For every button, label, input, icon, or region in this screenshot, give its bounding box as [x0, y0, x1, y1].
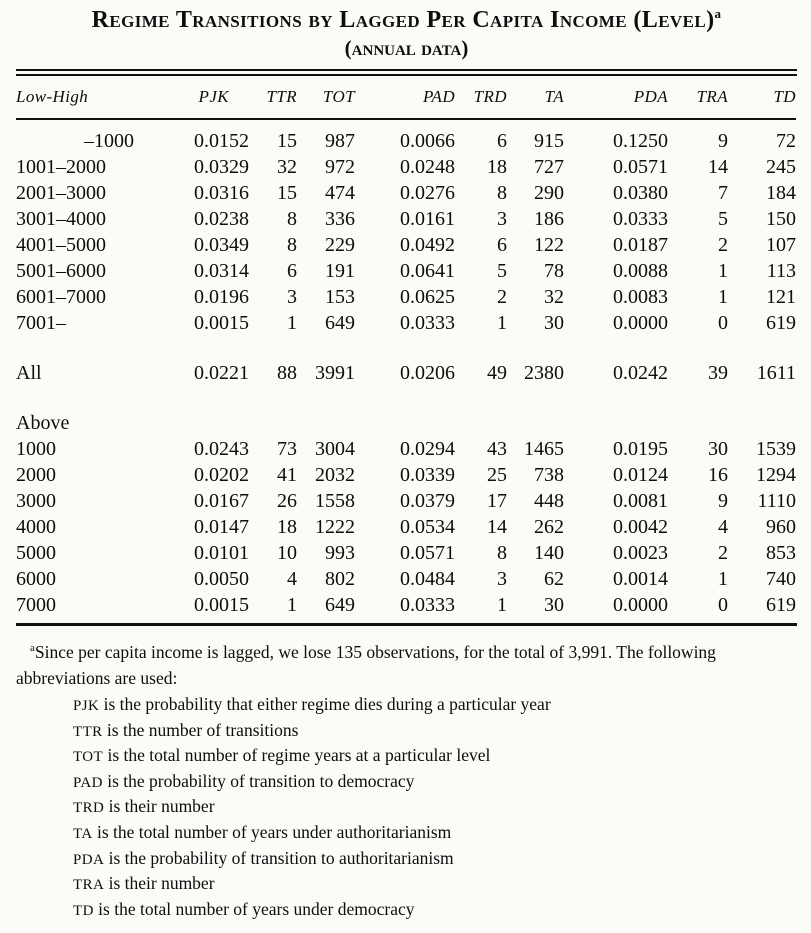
- table-row: [16, 540, 796, 566]
- row-label: 6001–7000: [16, 286, 106, 308]
- column-header-ta: TA: [507, 76, 564, 119]
- column-header-pjk: PJK: [134, 76, 249, 119]
- table-cell: 5: [497, 260, 507, 282]
- table-cell: 14: [708, 156, 728, 178]
- row-label: 4001–5000: [16, 234, 106, 256]
- row-label: 1000: [16, 438, 56, 460]
- table-cell: 16: [708, 464, 728, 486]
- table-cell: 14: [487, 516, 507, 538]
- table-cell: 2: [718, 234, 728, 256]
- table-row: [16, 462, 796, 488]
- table-cell: 0.0015: [194, 312, 249, 334]
- table-cell: 0.0000: [613, 312, 668, 334]
- table-cell: 0.0195: [613, 438, 668, 460]
- table-cell: 150: [766, 208, 796, 230]
- table-cell: 3: [497, 568, 507, 590]
- column-header-ttr: TTR: [249, 76, 297, 119]
- row-label: All: [16, 362, 42, 384]
- table-cell: 0.0088: [613, 260, 668, 282]
- abbreviation-definition: PAD is the probability of transition to democracy: [73, 770, 415, 791]
- table-cell: 5: [718, 208, 728, 230]
- table-cell: 0.0187: [613, 234, 668, 256]
- table-cell: 0.0380: [613, 182, 668, 204]
- table-cell: 0.0023: [613, 542, 668, 564]
- table-cell: 0.0147: [194, 516, 249, 538]
- table-row: [16, 592, 796, 618]
- table-cell: 1: [497, 594, 507, 616]
- table-cell: 8: [287, 234, 297, 256]
- table-cell: 0.0167: [194, 490, 249, 512]
- table-row: [16, 154, 796, 180]
- table-cell: 1611: [756, 362, 796, 384]
- table-cell: 49: [487, 362, 507, 384]
- abbreviation-term: TTR: [73, 723, 103, 740]
- table-cell: 3004: [315, 438, 355, 460]
- table-cell: 1222: [315, 516, 355, 538]
- table-cell: 853: [766, 542, 796, 564]
- table-subtitle: (annual data): [344, 36, 469, 60]
- table-cell: 186: [534, 208, 564, 230]
- row-label: –1000: [84, 130, 134, 152]
- table-cell: 0.0161: [400, 208, 455, 230]
- table-cell: 8: [287, 208, 297, 230]
- table-cell: 0.0641: [400, 260, 455, 282]
- table-row: [16, 488, 796, 514]
- table-cell: 3: [287, 286, 297, 308]
- table-cell: 0.0333: [400, 312, 455, 334]
- abbreviation-definition: PJK is the probability that either regime dies during a particular year: [73, 694, 551, 714]
- abbreviation-term: PAD: [73, 774, 103, 791]
- abbreviation-definition: TOT is the total number of regime years at a particular level: [73, 745, 491, 766]
- table-cell: 43: [487, 438, 507, 460]
- abbreviation-list: [73, 693, 797, 923]
- table-cell: 336: [325, 208, 355, 230]
- table-cell: 0.1250: [613, 130, 668, 152]
- row-label: 6000: [16, 568, 56, 590]
- table-row: [16, 514, 796, 540]
- table-title: [16, 6, 797, 35]
- row-label: 4000: [16, 516, 56, 538]
- row-label: 3001–4000: [16, 208, 106, 230]
- table-cell: 32: [544, 286, 564, 308]
- table-header-row: [16, 76, 796, 119]
- table-row: [16, 310, 796, 336]
- abbreviation-term: PJK: [73, 698, 100, 714]
- table-cell: 229: [325, 234, 355, 256]
- table-cell: 0.0534: [400, 516, 455, 538]
- table-cell: 0.0349: [194, 234, 249, 256]
- table-cell: 73: [277, 438, 297, 460]
- table-cell: 72: [776, 130, 796, 152]
- abbreviation-definition: TRD is their number: [73, 796, 215, 817]
- abbreviation-term: TD: [73, 902, 94, 919]
- table-cell: 1: [497, 312, 507, 334]
- table-cell: 17: [487, 490, 507, 512]
- table-row: [16, 360, 796, 386]
- row-label: 1001–2000: [16, 156, 106, 178]
- table-cell: 0.0014: [613, 568, 668, 590]
- table-cell: 619: [766, 312, 796, 334]
- spacer-row: [16, 386, 796, 410]
- table-cell: 9: [718, 130, 728, 152]
- table-cell: 0.0081: [613, 490, 668, 512]
- abbreviation-definition: PDA is the probability of transition to authoritarianism: [73, 847, 454, 868]
- regime-transitions-table: [16, 76, 796, 618]
- spacer-cell: [16, 336, 796, 360]
- table-cell: 448: [534, 490, 564, 512]
- table-cell: 0.0625: [400, 286, 455, 308]
- table-cell: 0.0238: [194, 208, 249, 230]
- table-cell: 62: [544, 568, 564, 590]
- table-cell: 993: [325, 542, 355, 564]
- table-cell: 727: [534, 156, 564, 178]
- table-cell: 88: [277, 362, 297, 384]
- table-cell: 987: [325, 130, 355, 152]
- row-label: 7001–: [16, 312, 66, 334]
- table-cell: 1: [718, 286, 728, 308]
- column-header-pad: PAD: [355, 76, 455, 119]
- table-cell: 0.0000: [613, 594, 668, 616]
- table-cell: 18: [277, 516, 297, 538]
- table-cell: 39: [708, 362, 728, 384]
- abbreviation-definition: TRA is their number: [73, 873, 215, 894]
- spacer-cell: [16, 386, 796, 410]
- column-header-tra: TRA: [668, 76, 728, 119]
- table-cell: 41: [277, 464, 297, 486]
- row-label: 7000: [16, 594, 56, 616]
- table-cell: 245: [766, 156, 796, 178]
- bottom-rule: [16, 623, 797, 626]
- table-cell: 0: [718, 594, 728, 616]
- table-cell: 1: [287, 312, 297, 334]
- table-cell: 2380: [524, 362, 564, 384]
- table-cell: 32: [277, 156, 297, 178]
- column-header-low-high: Low-High: [16, 76, 134, 119]
- abbreviation-definition: TD is the total number of years under democracy: [73, 898, 415, 919]
- section-row-filler: [134, 410, 796, 436]
- row-label: 3000: [16, 490, 56, 512]
- table-cell: 1: [718, 260, 728, 282]
- table-cell: 0.0329: [194, 156, 249, 178]
- table-cell: 9: [718, 490, 728, 512]
- table-cell: 0.0248: [400, 156, 455, 178]
- section-label-row: [16, 410, 796, 436]
- table-cell: 1: [287, 594, 297, 616]
- table-cell: 972: [325, 156, 355, 178]
- table-cell: 6: [497, 234, 507, 256]
- table-cell: 7: [718, 182, 728, 204]
- row-label: 2001–3000: [16, 182, 106, 204]
- table-row: [16, 180, 796, 206]
- table-cell: 0.0124: [613, 464, 668, 486]
- footnote-paragraph: [16, 639, 806, 691]
- top-double-rule: [16, 69, 797, 76]
- table-row: [16, 206, 796, 232]
- column-header-td: TD: [728, 76, 796, 119]
- table-cell: 4: [287, 568, 297, 590]
- table-cell: 26: [277, 490, 297, 512]
- table-cell: 8: [497, 542, 507, 564]
- table-cell: 2: [497, 286, 507, 308]
- table-cell: 1: [718, 568, 728, 590]
- table-cell: 0.0042: [613, 516, 668, 538]
- column-header-trd: TRD: [455, 76, 507, 119]
- table-cell: 649: [325, 312, 355, 334]
- table-cell: 0.0221: [194, 362, 249, 384]
- footnote-text: Since per capita income is lagged, we lose 135 observations, for the total of 3,991. The following abbreviations are used:: [16, 642, 716, 688]
- table-cell: 0.0083: [613, 286, 668, 308]
- table-cell: 6: [497, 130, 507, 152]
- table-cell: 0.0066: [400, 130, 455, 152]
- table-cell: 78: [544, 260, 564, 282]
- table-cell: 30: [544, 312, 564, 334]
- title-footnote-marker: a: [714, 6, 722, 21]
- table-cell: 15: [277, 182, 297, 204]
- abbreviation-definition: TTR is the number of transitions: [73, 719, 299, 740]
- table-cell: 960: [766, 516, 796, 538]
- table-cell: 0.0492: [400, 234, 455, 256]
- table-cell: 1465: [524, 438, 564, 460]
- table-cell: 140: [534, 542, 564, 564]
- column-header-tot: TOT: [297, 76, 355, 119]
- table-cell: 1294: [756, 464, 796, 486]
- table-cell: 30: [708, 438, 728, 460]
- table-row: [16, 258, 796, 284]
- row-label: 5000: [16, 542, 56, 564]
- column-header-pda: PDA: [564, 76, 668, 119]
- table-cell: 10: [277, 542, 297, 564]
- footnote-marker: a: [30, 642, 35, 655]
- table-cell: 4: [718, 516, 728, 538]
- table-cell: 738: [534, 464, 564, 486]
- table-cell: 802: [325, 568, 355, 590]
- table-cell: 0: [718, 312, 728, 334]
- table-cell: 2032: [315, 464, 355, 486]
- table-cell: 0.0571: [400, 542, 455, 564]
- table-cell: 153: [325, 286, 355, 308]
- abbreviation-term: TOT: [73, 749, 104, 766]
- abbreviation-definition: TA is the total number of years under authoritarianism: [73, 821, 452, 842]
- table-cell: 1110: [757, 490, 796, 512]
- table-title-text: Regime Transitions by Lagged Per Capita Income (Level): [91, 7, 715, 33]
- table-cell: 1558: [315, 490, 355, 512]
- table-cell: 113: [766, 260, 796, 282]
- spacer-row: [16, 336, 796, 360]
- table-cell: 30: [544, 594, 564, 616]
- table-cell: 122: [534, 234, 564, 256]
- table-cell: 0.0333: [400, 594, 455, 616]
- table-cell: 619: [766, 594, 796, 616]
- table-cell: 1539: [756, 438, 796, 460]
- table-cell: 3991: [315, 362, 355, 384]
- table-cell: 0.0571: [613, 156, 668, 178]
- table-cell: 0.0196: [194, 286, 249, 308]
- table-cell: 0.0202: [194, 464, 249, 486]
- table-cell: 0.0379: [400, 490, 455, 512]
- abbreviation-term: PDA: [73, 851, 105, 868]
- table-cell: 121: [766, 286, 796, 308]
- table-cell: 0.0314: [194, 260, 249, 282]
- table-cell: 474: [325, 182, 355, 204]
- table-row: [16, 119, 796, 154]
- table-cell: 262: [534, 516, 564, 538]
- row-label: 2000: [16, 464, 56, 486]
- table-row: [16, 566, 796, 592]
- abbreviation-term: TRA: [73, 877, 105, 894]
- table-cell: 3: [497, 208, 507, 230]
- table-cell: 0.0316: [194, 182, 249, 204]
- table-cell: 0.0152: [194, 130, 249, 152]
- table-row: [16, 284, 796, 310]
- table-cell: 107: [766, 234, 796, 256]
- table-cell: 15: [277, 130, 297, 152]
- table-row: [16, 436, 796, 462]
- table-cell: 0.0242: [613, 362, 668, 384]
- table-cell: 0.0050: [194, 568, 249, 590]
- table-cell: 0.0294: [400, 438, 455, 460]
- table-cell: 8: [497, 182, 507, 204]
- table-cell: 184: [766, 182, 796, 204]
- table-cell: 0.0339: [400, 464, 455, 486]
- table-cell: 0.0276: [400, 182, 455, 204]
- table-cell: 0.0243: [194, 438, 249, 460]
- table-cell: 0.0484: [400, 568, 455, 590]
- abbreviation-term: TA: [73, 825, 93, 842]
- table-cell: 6: [287, 260, 297, 282]
- table-cell: 25: [487, 464, 507, 486]
- row-label: 5001–6000: [16, 260, 106, 282]
- table-cell: 18: [487, 156, 507, 178]
- table-cell: 290: [534, 182, 564, 204]
- table-cell: 191: [325, 260, 355, 282]
- table-cell: 2: [718, 542, 728, 564]
- table-cell: 0.0101: [194, 542, 249, 564]
- table-cell: 0.0015: [194, 594, 249, 616]
- title-block: [16, 6, 797, 62]
- table-cell: 915: [534, 130, 564, 152]
- section-label: Above: [16, 412, 70, 434]
- table-cell: 740: [766, 568, 796, 590]
- table-cell: 649: [325, 594, 355, 616]
- table-cell: 0.0333: [613, 208, 668, 230]
- table-row: [16, 232, 796, 258]
- table-cell: 0.0206: [400, 362, 455, 384]
- abbreviation-term: TRD: [73, 800, 105, 817]
